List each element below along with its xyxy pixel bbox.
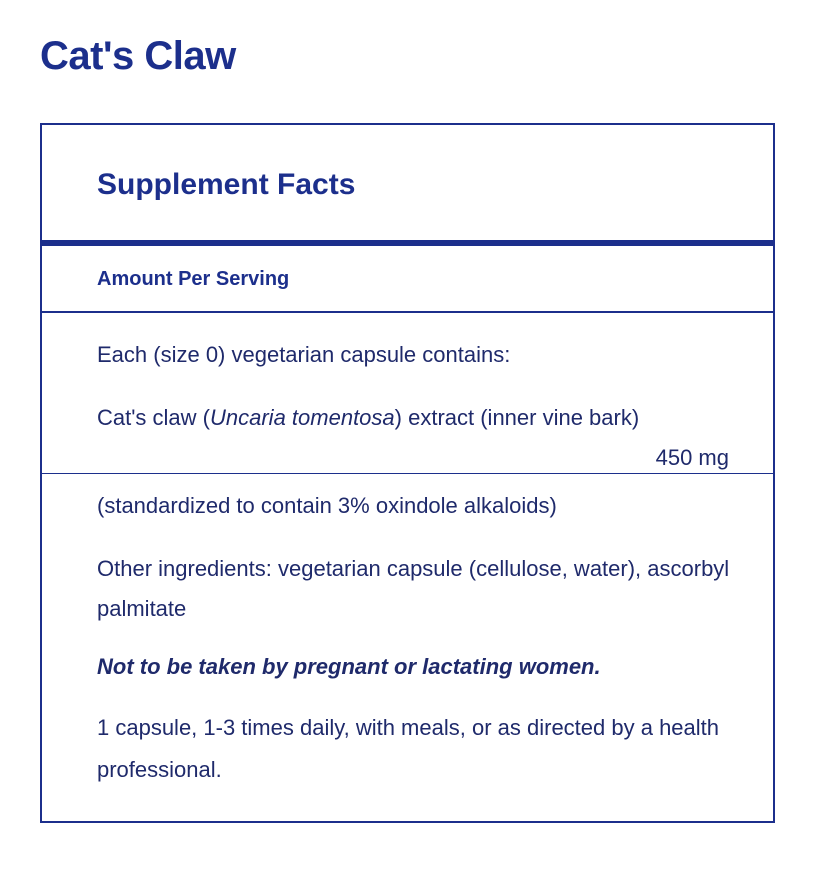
- thick-divider: [42, 240, 773, 246]
- ingredient-amount: 450 mg: [655, 445, 729, 470]
- divider: [42, 311, 773, 313]
- ingredient-name-suffix: ) extract (inner vine bark): [394, 405, 640, 430]
- ingredient-name: [97, 398, 697, 438]
- divider: [42, 473, 773, 474]
- standardization-note: (standardized to contain 3% oxindole alkaloids): [97, 493, 557, 518]
- directions-text: 1 capsule, 1-3 times daily, with meals, or as directed by a health professional.: [97, 715, 720, 782]
- supplement-facts-panel: [40, 123, 775, 823]
- other-ingredients: Other ingredients: vegetarian capsule (cellulose, water), ascorbyl palmitate: [97, 556, 730, 621]
- capsule-contents-intro: Each (size 0) vegetarian capsule contains:: [97, 342, 511, 367]
- amount-per-serving-header: Amount Per Serving: [97, 268, 290, 290]
- page-title: Cat's Claw: [40, 34, 236, 78]
- ingredient-name-prefix: Cat's claw (: [97, 405, 210, 430]
- ingredient-latin-name: Uncaria tomentosa: [210, 405, 395, 430]
- supplement-facts-title: Supplement Facts: [97, 168, 356, 201]
- warning-text: Not to be taken by pregnant or lactating women.: [97, 654, 601, 679]
